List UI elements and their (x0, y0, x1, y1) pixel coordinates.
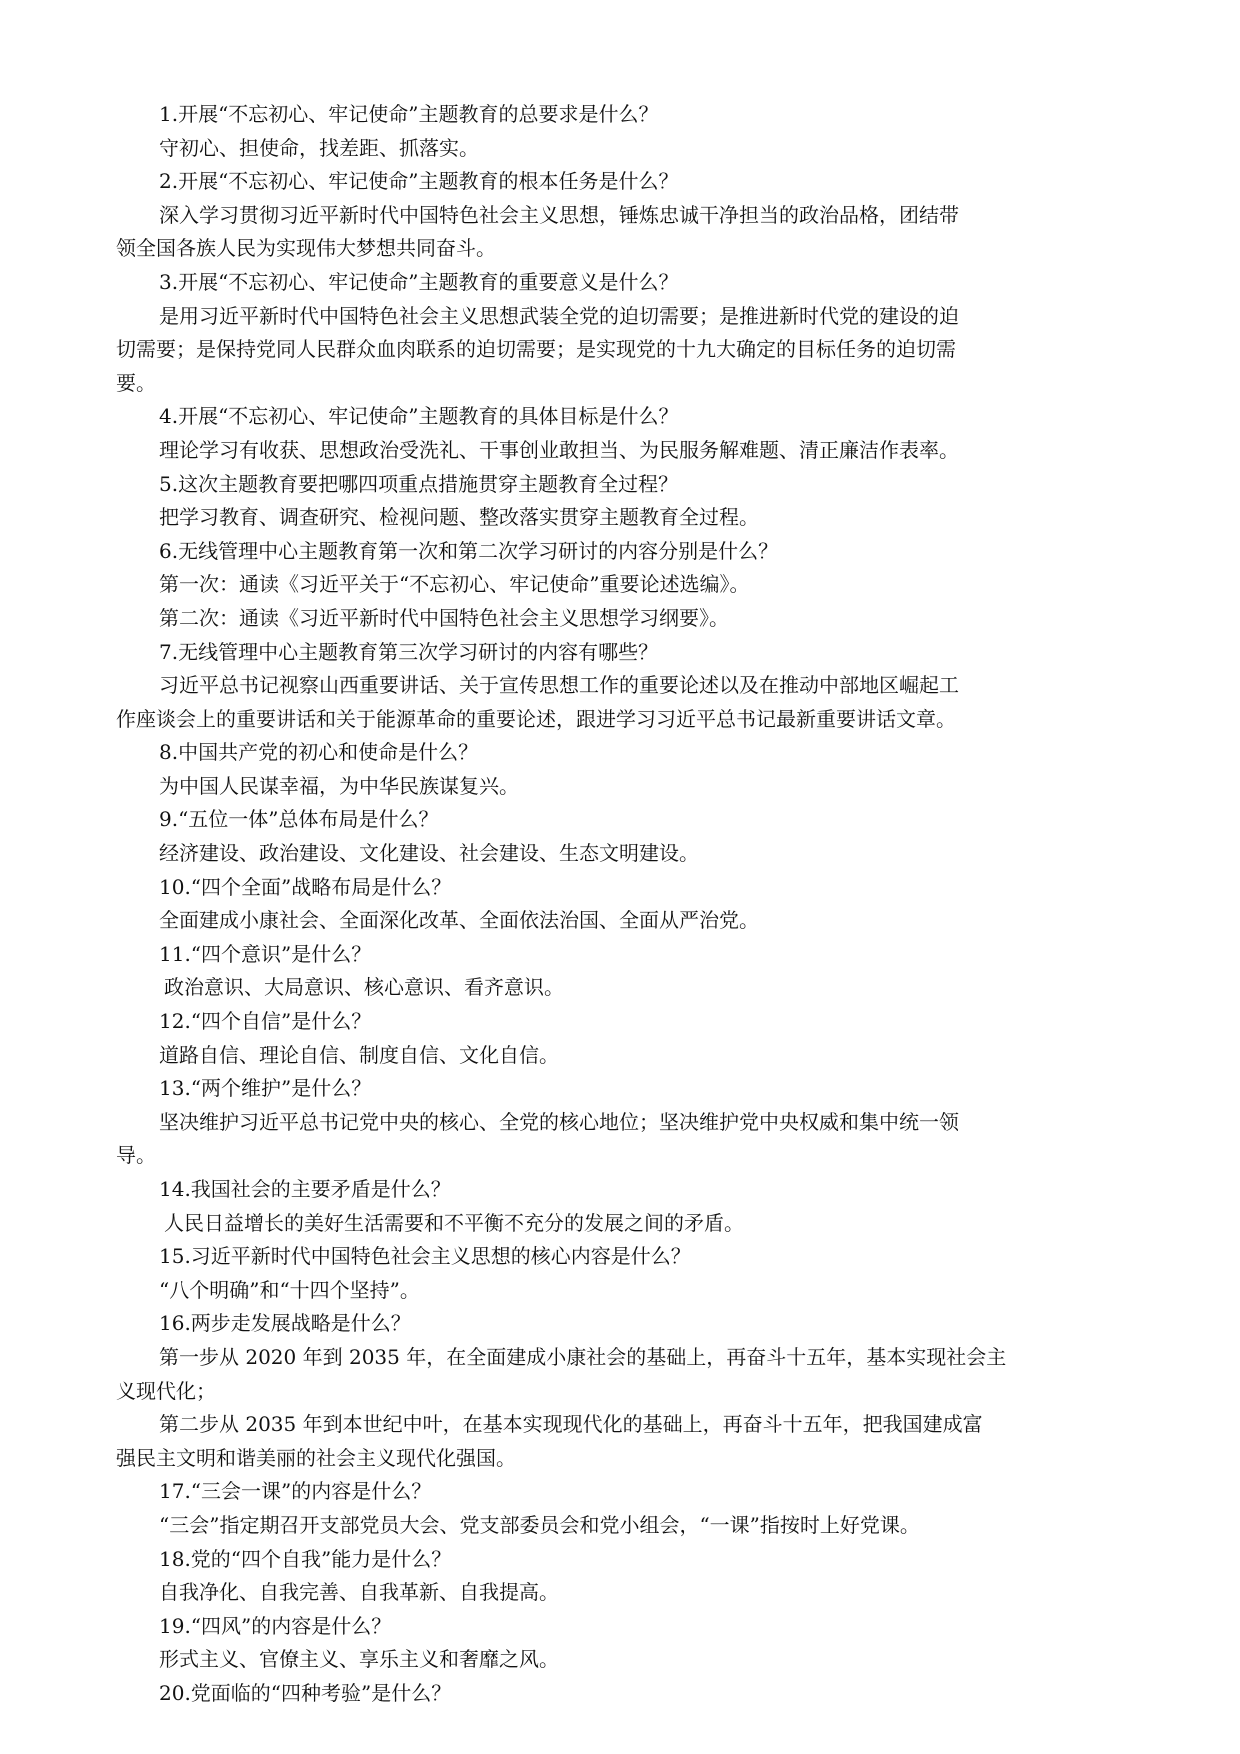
question-20: 20.党面临的“四种考验”是什么？ (159, 1680, 452, 1705)
answer-14: 人民日益增长的美好生活需要和不平衡不充分的发展之间的矛盾。 (164, 1210, 744, 1235)
answer-7-line-1: 习近平总书记视察山西重要讲话、关于宣传思想工作的重要论述以及在推动中部地区崛起工 (159, 673, 959, 698)
question-15: 15.习近平新时代中国特色社会主义思想的核心内容是什么？ (159, 1244, 691, 1269)
answer-9: 经济建设、政治建设、文化建设、社会建设、生态文明建设。 (159, 841, 699, 866)
question-14: 14.我国社会的主要矛盾是什么？ (159, 1177, 451, 1201)
question-10: 10.“四个全面”战略布局是什么？ (159, 874, 452, 899)
answer-3-line-1: 是用习近平新时代中国特色社会主义思想武装全党的迫切需要；是推进新时代党的建设的迫 (159, 303, 959, 328)
answer-6-line-2: 第二次：通读《习近平新时代中国特色社会主义思想学习纲要》。 (159, 605, 729, 630)
question-12: 12.“四个自信”是什么？ (159, 1009, 372, 1034)
answer-13-line-1: 坚决维护习近平总书记党中央的核心、全党的核心地位；坚决维护党中央权威和集中统一领 (159, 1109, 959, 1134)
question-11: 11.“四个意识”是什么？ (159, 941, 372, 966)
document-page (116, 98, 1136, 1711)
question-8: 8.中国共产党的初心和使命是什么？ (159, 740, 479, 765)
answer-16-line-1: 第一步从 2020 年到 2035 年，在全面建成小康社会的基础上，再奋斗十五年，基本实现社会主 (159, 1344, 1007, 1369)
answer-8: 为中国人民谋幸福，为中华民族谋复兴。 (159, 773, 519, 798)
question-7: 7.无线管理中心主题教育第三次学习研讨的内容有哪些？ (159, 639, 659, 664)
answer-1: 守初心、担使命，找差距、抓落实。 (159, 135, 479, 160)
question-17: 17.“三会一课”的内容是什么？ (159, 1479, 432, 1504)
question-19: 19.“四风”的内容是什么？ (159, 1613, 392, 1638)
question-5: 5.这次主题教育要把哪四项重点措施贯穿主题教育全过程？ (159, 471, 679, 496)
question-13: 13.“两个维护”是什么？ (159, 1076, 372, 1101)
answer-12: 道路自信、理论自信、制度自信、文化自信。 (159, 1042, 559, 1067)
answer-7-line-2: 作座谈会上的重要讲话和关于能源革命的重要论述，跟进学习习近平总书记最新重要讲话文章。 (116, 706, 956, 731)
question-4: 4.开展“不忘初心、牢记使命”主题教育的具体目标是什么？ (159, 404, 679, 429)
answer-16-line-4: 强民主文明和谐美丽的社会主义现代化强国。 (116, 1445, 516, 1470)
answer-16-line-3: 第二步从 2035 年到本世纪中叶，在基本实现现代化的基础上，再奋斗十五年，把我国建成富 (159, 1412, 983, 1437)
answer-15: “八个明确”和“十四个坚持”。 (159, 1277, 420, 1302)
answer-16-line-2: 义现代化； (116, 1378, 216, 1403)
question-18: 18.党的“四个自我”能力是什么？ (159, 1546, 452, 1571)
answer-10: 全面建成小康社会、全面深化改革、全面依法治国、全面从严治党。 (159, 908, 759, 933)
answer-2-line-2: 领全国各族人民为实现伟大梦想共同奋斗。 (116, 236, 496, 261)
answer-19: 形式主义、官僚主义、享乐主义和奢靡之风。 (159, 1647, 559, 1672)
answer-6-line-1: 第一次：通读《习近平关于“不忘初心、牢记使命”重要论述选编》。 (159, 572, 750, 597)
answer-17: “三会”指定期召开支部党员大会、党支部委员会和党小组会，“一课”指按时上好党课。 (159, 1512, 920, 1537)
question-6: 6.无线管理中心主题教育第一次和第二次学习研讨的内容分别是什么？ (159, 538, 779, 563)
answer-13-line-2: 导。 (116, 1143, 156, 1168)
answer-3-line-3: 要。 (116, 370, 156, 395)
answer-2-line-1: 深入学习贯彻习近平新时代中国特色社会主义思想，锤炼忠诚干净担当的政治品格，团结带 (159, 202, 959, 227)
question-3: 3.开展“不忘初心、牢记使命”主题教育的重要意义是什么？ (159, 269, 679, 294)
answer-5: 把学习教育、调查研究、检视问题、整改落实贯穿主题教育全过程。 (159, 505, 759, 530)
answer-3-line-2: 切需要；是保持党同人民群众血肉联系的迫切需要；是实现党的十九大确定的目标任务的迫切需 (116, 337, 956, 362)
question-2: 2.开展“不忘初心、牢记使命”主题教育的根本任务是什么？ (159, 169, 679, 194)
answer-18: 自我净化、自我完善、自我革新、自我提高。 (159, 1580, 559, 1605)
answer-4: 理论学习有收获、思想政治受洗礼、干事创业敢担当、为民服务解难题、清正廉洁作表率。 (159, 437, 959, 462)
question-1: 1.开展“不忘初心、牢记使命”主题教育的总要求是什么？ (159, 102, 659, 126)
question-16: 16.两步走发展战略是什么？ (159, 1311, 411, 1336)
answer-11: 政治意识、大局意识、核心意识、看齐意识。 (164, 975, 564, 1000)
question-9: 9.“五位一体”总体布局是什么？ (159, 807, 439, 832)
